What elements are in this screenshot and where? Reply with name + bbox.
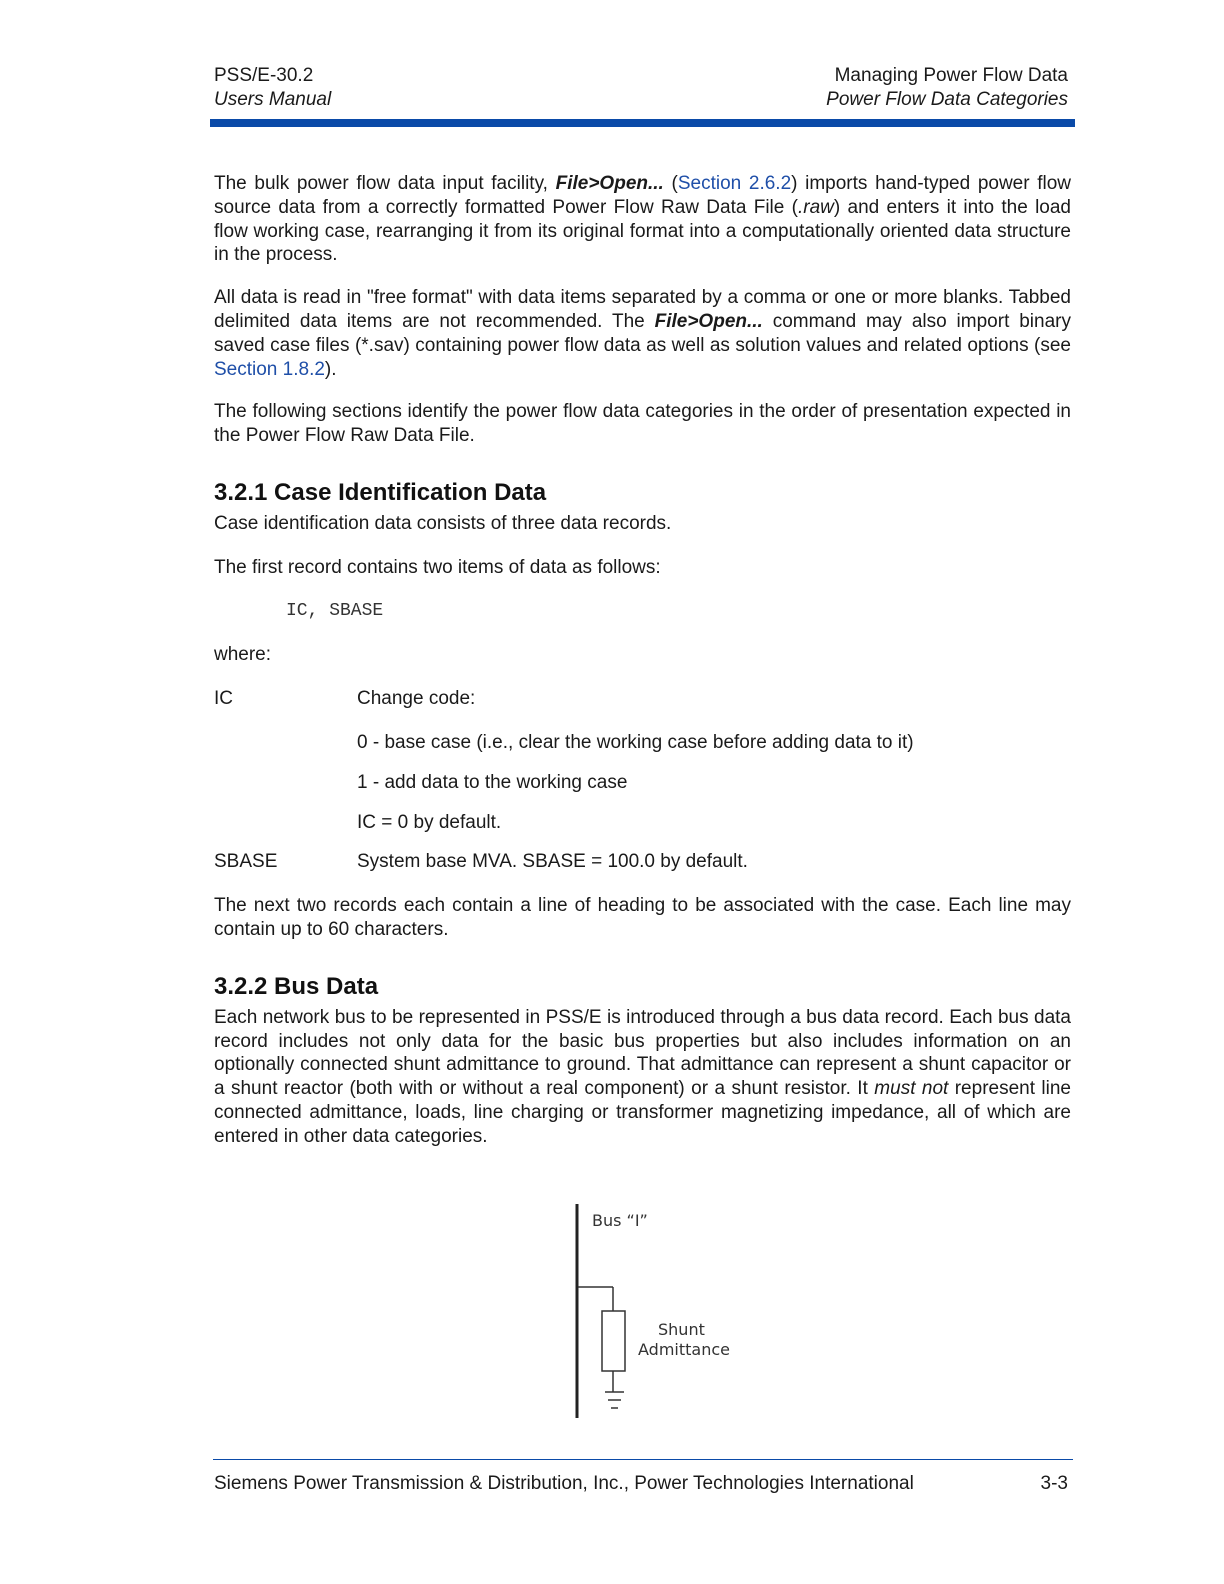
record-format-code: IC, SBASE — [286, 600, 384, 621]
text: All data is read in "free format" with data items separated by a comma or one or more blanks. Tabbed delimited data items are not recommended. The — [214, 287, 1071, 332]
case-id-paragraph-3: The next two records each contain a line of heading to be associated with the case. Each line may contain up to 60 characters. — [214, 895, 1071, 940]
text: The bulk power flow data input facility, — [214, 173, 556, 194]
section-link-1-8-2[interactable]: Section 1.8.2 — [214, 358, 325, 380]
ic-default: IC = 0 by default. — [357, 811, 502, 833]
intro-paragraph-1 — [214, 172, 1071, 267]
definition-list — [214, 687, 1071, 874]
footer-rule — [213, 1459, 1073, 1460]
definition-row-sbase — [214, 850, 1071, 874]
file-open-command: File>Open... — [555, 173, 664, 194]
page-header — [214, 64, 1068, 114]
term-sbase: SBASE — [214, 851, 278, 873]
doc-title: PSS/E-30.2 — [214, 65, 314, 86]
shunt-admittance-figure — [560, 1196, 760, 1426]
file-open-command: File>Open... — [654, 310, 763, 332]
case-id-paragraph-2: The first record contains two items of data as follows: — [214, 556, 661, 578]
ic-option-1: 1 - add data to the working case — [357, 771, 628, 793]
page-footer — [214, 1472, 1068, 1496]
term-ic: IC — [214, 688, 233, 710]
raw-extension: .raw — [797, 196, 834, 218]
ic-option-0: 0 - base case (i.e., clear the working case before adding data to it) — [357, 731, 914, 753]
text: Each network bus to be represented in PSS/E is introduced through a bus data record. Each bus data record includes not only data for the basic bus properties but also includes information on an optionally connected shunt admittance to ground. That admittance can represent a shunt capacitor or a shunt reactor (both with or without a real component) or a shunt resistor. It — [214, 1006, 1071, 1100]
header-left — [214, 64, 331, 112]
admittance-element — [602, 1311, 625, 1371]
bus-data-paragraph — [214, 1006, 1071, 1149]
text: ). — [324, 358, 337, 380]
page-number: 3-3 — [1040, 1473, 1068, 1494]
doc-subtitle: Users Manual — [214, 89, 332, 110]
section-link-2-6-2[interactable]: Section 2.6.2 — [677, 173, 792, 194]
shunt-label-line-2: Admittance — [638, 1340, 730, 1359]
page-content — [214, 172, 1071, 1149]
shunt-diagram — [560, 1196, 760, 1426]
heading-3-2-2: 3.2.2 Bus Data — [214, 972, 379, 1000]
footer-company: Siemens Power Transmission & Distribution, Inc., Power Technologies International — [214, 1473, 914, 1494]
chapter-title: Managing Power Flow Data — [834, 65, 1068, 86]
heading-3-2-1: 3.2.1 Case Identification Data — [214, 478, 547, 506]
ic-description: Change code: — [357, 688, 476, 710]
text: ) and enters it into the load flow working case, rearranging it from its original format into a computationally oriented data structure in the process. — [214, 196, 1071, 266]
bus-label: Bus “I” — [592, 1211, 648, 1230]
definition-sbase: System base MVA. SBASE = 100.0 by default. — [357, 851, 748, 873]
definition-ic — [357, 687, 1071, 834]
text: command may also import binary saved case files (*.sav) containing power flow data as well as solution values and related options (see — [214, 310, 1071, 356]
text: represent line connected admittance, loads, line charging or transformer magnetizing impedance, all of which are entered in other data categories. — [214, 1078, 1071, 1147]
intro-paragraph-2 — [214, 286, 1071, 381]
header-rule — [210, 119, 1075, 127]
definition-row-ic — [214, 687, 1071, 834]
header-right — [826, 64, 1068, 112]
section-title: Power Flow Data Categories — [826, 89, 1068, 110]
text: ( — [663, 173, 678, 194]
intro-paragraph-3: The following sections identify the power flow data categories in the order of presentation expected in the Power Flow Raw Data File. — [214, 401, 1071, 447]
emphasis-must-not: must not — [874, 1078, 949, 1100]
where-label: where: — [214, 644, 272, 666]
text: ) imports hand-typed power flow source data from a correctly formatted Power Flow Raw Data File ( — [214, 173, 1072, 218]
case-id-paragraph-1: Case identification data consists of three data records. — [214, 512, 672, 534]
shunt-label-line-1: Shunt — [658, 1320, 705, 1339]
